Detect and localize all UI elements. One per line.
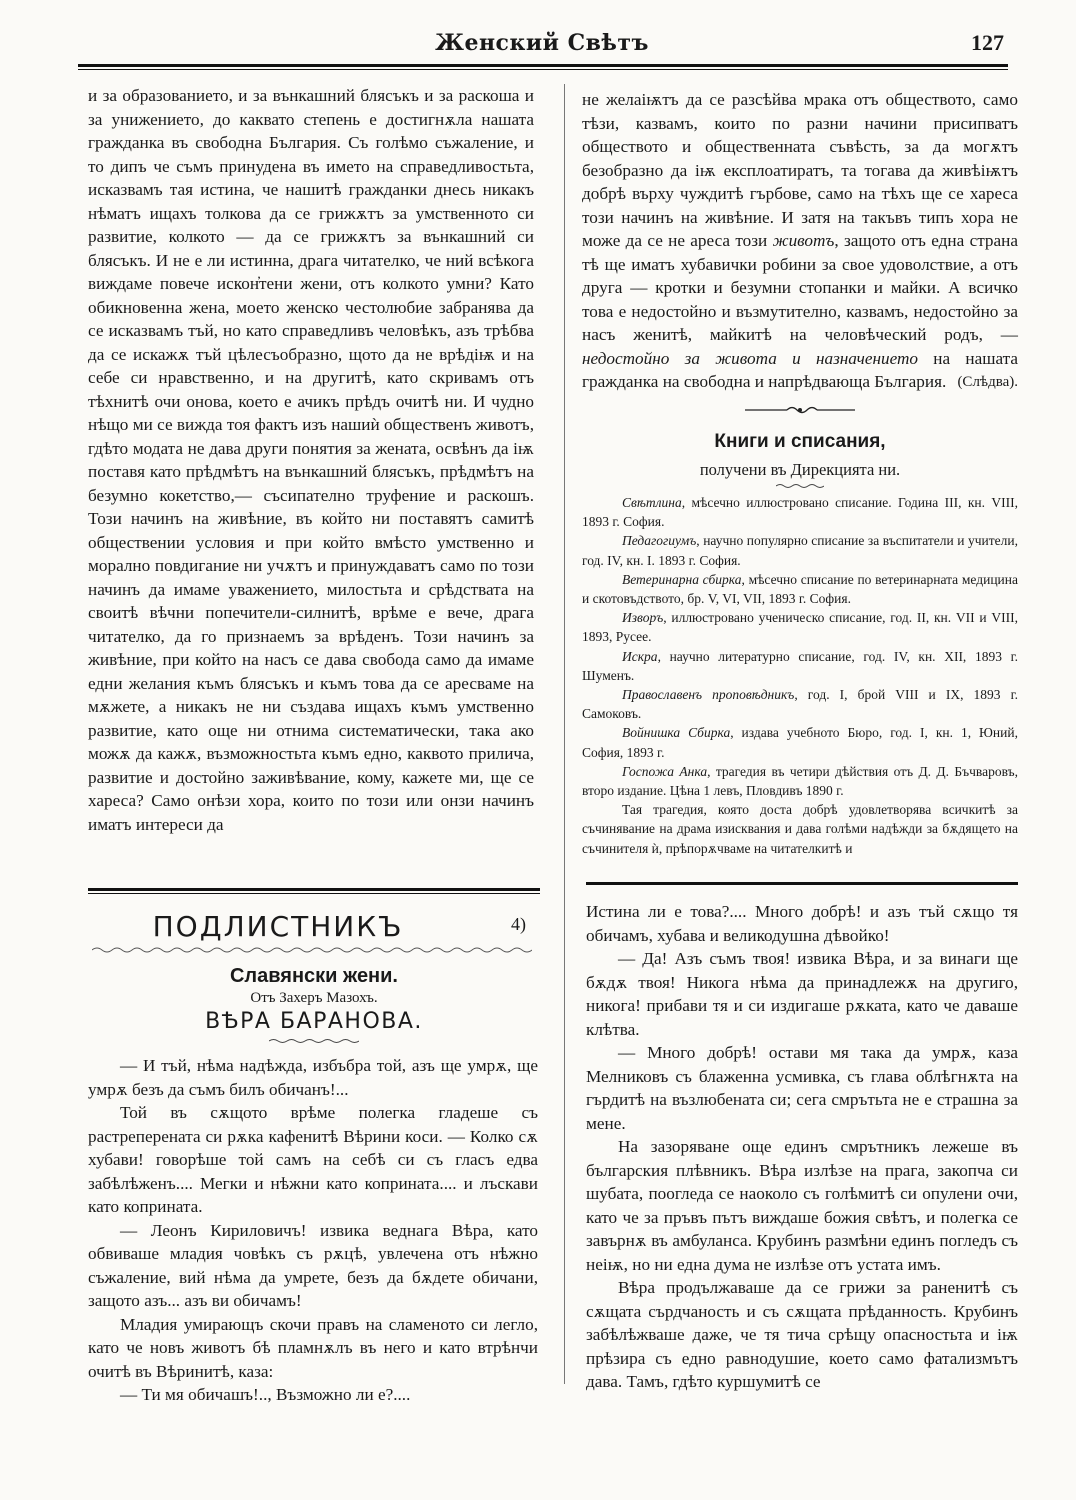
article-left-column: [88, 84, 534, 836]
story-paragraph: — Ти мя обичашъ!.., Възможно ли е?....: [120, 1385, 411, 1404]
books-heading: Книги и списания,: [714, 431, 886, 452]
story-paragraph: На зазоряване още единъ смрътникъ лежеше въ българския плѣвникъ. Вѣра излѣзе на прага, закопча си шубата, поогледа се наоколо съ голѣмитѣ си опулени очи, като че за пръвъ пътъ виждаше божия свѣтъ, и полегка се завърнѫ въ амбуланса. Крубинъ размѣни единъ погледъ съ неіѭ, но ни една дума не излѣзе отъ устата имъ.: [586, 1137, 1018, 1274]
book-desc: , научно литературно списание, год. IV, кн. XII, 1893 г. Шуменъ.: [582, 648, 1018, 683]
feuilleton-title: ПОДЛИСТНИКЪ: [152, 910, 404, 943]
books-subheading: получени въ Дирекцията ни.: [699, 459, 901, 479]
book-desc: , научно популярно списание за въспитатели и учители, год. IV, кн. I. 1893 г. София.: [582, 533, 1018, 568]
header-rule-thick: [78, 64, 1008, 67]
page-number: 127: [971, 30, 1004, 55]
book-item: [582, 723, 1018, 761]
wavy-rule-icon: [92, 945, 532, 955]
small-wave-ornament-icon: [776, 483, 824, 489]
book-desc: , издава учебното Бюро, год. I, кн. 1, Юний, София, 1893 г.: [582, 725, 1018, 760]
book-title: Православенъ проповѣдникъ: [622, 687, 795, 703]
book-item: [582, 493, 1018, 531]
story-paragraph: Вѣра продължаваше да се грижи за раненитѣ съ сѫщата сърдчаность и съ сѫщата прѣданность. Крубинъ забѣлѣжваше даже, че тя тича срѣщу опасностьта и іѭ прѣзира съ едно равнодушие, което само фатализмътъ дава. Тамъ, гдѣто куршумитѣ се: [586, 1278, 1018, 1391]
story-wave-ornament-icon: [269, 1038, 359, 1044]
story-paragraph: Младия умирающъ скочи правъ на сламеното си легло, като че новъ животъ бѣ пламнѫлъ въ него и като втрѣнчи очитѣ въ Вѣринитѣ, каза:: [88, 1314, 538, 1381]
book-title: Ветеринарна сбирка: [622, 571, 742, 587]
continued-note: (Слѣдва).: [957, 373, 1018, 390]
journal-title: Женский Свѣтъ: [435, 30, 649, 56]
article-left-paragraph: и за образованието, и за вънкашний блясъкъ и за раскоша и за унижението, до каквато степень е достигнѫла нашата гражданка въ свободна България. Съ голѣмо съжаление, и то дипъ че съмъ принудена въ името на справедливостьта, исказвамъ тая истина, че нашитѣ гражданки днесь никакъ нѣматъ ищахъ толкова да се грижѫтъ за умственното си развитие, колкото — да се грижѫтъ за вънкашний си блясъкъ. И не е ли истинна, драга читателко, че ний всѣкога виждаме повече искон̓тени жени, отъ колкото умни? Като обикновенна жена, моето женско честолюбие забранява да се исказвамъ тъй, но като справедливъ человѣкъ, азъ трѣбва да се искажѫ тъй цѣлесъобразно, щото да не врѣдіѭ и на себе си нравственно, и на другитѣ, като скривамъ отъ тѣхнитѣ очи онова, което е ачикъ прѣдъ очитѣ ни. И чудно нѣщо ми се вижда тоя фактъ изъ нашиѝ общественъ животъ, гдѣто модата не дава други понятия за жената, освѣнъ да іѭ поставя като прѣдмѣтъ на вънкашний блясъкъ, прѣдмѣтъ на безумно кокетство,— съсипателно труфение и раскошъ. Този начинъ на живѣние, въ който ни поставятъ самитѣ обществении условия и при който вмѣсто умственно и морално повдигание ни учѫтъ и принуждаватъ само по този начинъ да имаме уважението, милостьта и срѣдствата на своитѣ вѣчни попечители-силнитѣ, врѣме е вече, драга читателко, да го признаемъ за врѣденъ. Този начинъ за живѣние, при който на насъ се дава свобода само да имаме едни желания къмъ блясъкъ и къмъ това да се аресваме на мѫжете, а никакъ не ни създава ищахъ къмъ умственно развитие, като още ни отнима систематически, така ако можѫ да кажѫ, възможностьта къмъ едно, каквото прилича, развитие и достойно заживѣвание, кому, кажете ми, ще се хареса? Само онѣзи хора, които по този или онзи начинъ иматъ интереси да: [88, 86, 534, 834]
article-right-italic-1: животъ: [772, 231, 835, 250]
book-title: Свѣтлина: [622, 495, 682, 510]
book-desc: , иллюстровано ученическо списание, год. II, кн. VII и VIII, 1893, Русее.: [582, 610, 1018, 645]
story-paragraph: — Леонъ Кириловичъ! извика веднага Вѣра, като обвиваше младия човѣкъ съ рѫцѣ, увлечена отъ нѣжно съжаление, вий нѣма да умрете, безъ да бѫдете обичани, защото азъ... азъ ви обичамъ!: [88, 1220, 538, 1310]
feuilleton-number: 4): [511, 914, 526, 934]
article-right-italic-2: недостойно за живота и назначението: [582, 348, 919, 368]
story-paragraph: — Много добрѣ! остави мя така да умрѫ, каза Мелниковъ съ блаженна усмивка, съ глава облѣгнѫта на гърдитѣ на възлюбената си; сега смрътьта не е страшна за мене.: [586, 1043, 1018, 1133]
story-title: ВѢРА БАРАНОВА.: [205, 1009, 423, 1034]
article-right-column: [582, 88, 1018, 858]
story-author: Отъ Захеръ Мазохъ.: [250, 990, 378, 1006]
page-header: [78, 28, 1006, 62]
book-desc: , год. I, брой VIII и IX, 1893 г. Самоковъ.: [582, 687, 1018, 722]
story-paragraph: Той въ сѫщото врѣме полегка гладеше съ растреперената си рѫка кафенитѣ Вѣрини коси. — Колко сѫ хубави! говорѣше той самъ на себѣ си съ гласъ едва забѣлѣженъ.... Мегки и нѣжни като коприната.... и лъскави като коприната.: [88, 1103, 538, 1216]
book-title: Госпожа Анка: [622, 763, 708, 779]
article-right-text-3: на нашата гражданка на свободна и напрѣдвающа България.: [582, 348, 1018, 391]
books-list: [582, 493, 1018, 858]
story-paragraph: — Да! Азъ съмъ твоя! извика Вѣра, и за винаги ще бѫдѫ твоя! Никога нѣма да принадлежѫ на другиго, никога! прибави тя и си издигаше рѫката, като че даваше клѣтва.: [586, 949, 1018, 1039]
book-title: Войнишка Сбирка: [622, 725, 731, 741]
header-rule-thin: [78, 69, 1008, 70]
book-item: [582, 647, 1018, 685]
book-note: Тая трагедия, която доста добрѣ удовлетворява всичкитѣ за съчинявание на драма изисквания и дава голѣми надѣжди за бѫдящето на съчинителя ѝ, прѣпорѫчваме на читателкитѣ и: [582, 802, 1018, 856]
feuilleton-rule-left-thick: [88, 888, 540, 891]
article-right-paragraph: [582, 88, 1018, 394]
article-right-text-2: , защото отъ една страна тѣ ще иматъ хубавички робини за свое удоволствие, а отъ друга — кротки и безумни стопанки и майки. А всичко това е недостойно и възмутително, казвамъ, недостойно за насъ женитѣ, майкитѣ на человѣческий родъ, —: [582, 231, 1018, 344]
book-desc: , мѣсечно иллюстровано списание. Година III, кн. VIII, 1893 г. София.: [582, 495, 1018, 530]
article-right-text-1: не желаіѭтъ да се разсѣйва мрака отъ обществото, само тѣзи, казвамъ, които по разни начини присипватъ обществото и общественната съвѣсть, за да могѫтъ безобразно да іѭ експлоатиратъ, та тогава да живѣіѭтъ добрѣ върху чуждитѣ гърбове, само на тѣхъ ще се хареса този начинъ на живѣние. И затя на такъвъ типъ хора не може да се не ареса този: [582, 90, 1018, 250]
book-item: [582, 762, 1018, 800]
column-divider: [564, 84, 565, 1384]
story-right-column: [586, 900, 1018, 1394]
story-left-column: [88, 1054, 538, 1407]
story-series-heading: Славянски жени.: [229, 965, 398, 987]
end-ornament-icon: [745, 404, 855, 416]
story-paragraph: Истина ли е това?.... Много добрѣ! и азъ тъй сѫщо тя обичамъ, хубава и великодушна дѣвойко!: [586, 902, 1018, 945]
book-desc: , трагедия въ четири дѣйствия отъ Д. Д. Бъчваровъ, второ издание. Цѣна 1 левъ, Пловдивъ 1890 г.: [582, 763, 1018, 799]
book-desc: , мѣсечно списание по ветеринарната медицина и скотовъдството, бр. V, VI, VII, 1893 г. София.: [582, 571, 1018, 607]
book-title: Изворъ: [622, 610, 664, 626]
book-item: [582, 570, 1018, 608]
book-item: [582, 531, 1018, 569]
feuilleton-header: [88, 896, 540, 1050]
feuilleton-rule-right-thick: [586, 882, 1018, 885]
book-title: Педагогиумъ: [622, 533, 697, 549]
book-item: [582, 685, 1018, 723]
feuilleton-rule-left-thin: [88, 893, 540, 894]
book-item: [582, 608, 1018, 646]
book-title: Искра: [622, 648, 658, 664]
story-paragraph: — И тъй, нѣма надѣжда, избъбра той, азъ ще умрѫ, ще умрѫ безъ да съмъ билъ обичанъ!...: [88, 1056, 538, 1099]
